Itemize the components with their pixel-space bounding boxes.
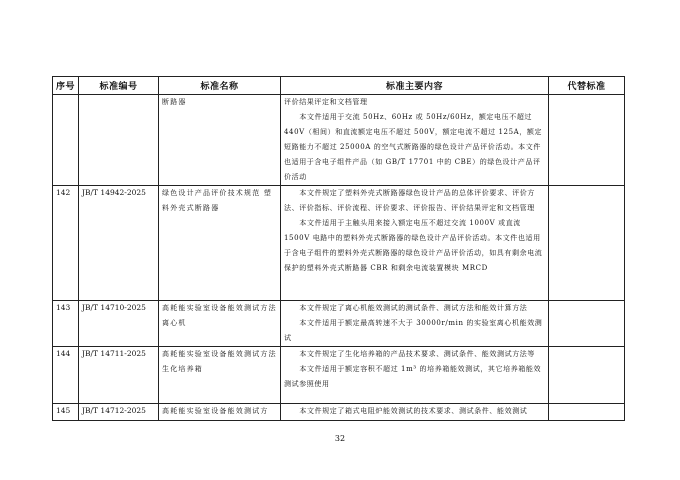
row-replace: [549, 95, 624, 97]
row-content: [281, 301, 548, 346]
row-replace: [549, 347, 624, 349]
table-header-row: [53, 77, 625, 95]
content-paragraph: 本文件规定了箱式电阻炉能效测试的技术要求、测试条件、能效测试: [299, 407, 528, 415]
content-paragraph: 本文件适用于额定最高转速不大于 30000r/min 的实验室离心机能效测试: [284, 319, 543, 342]
table-row: [53, 301, 625, 347]
header-replace: 代替标准: [549, 77, 625, 95]
row-name: 高耗能实验室设备能效测试方法 离心机: [162, 304, 277, 327]
header-name: 标准名称: [159, 77, 281, 95]
content-paragraph: 本文件规定了塑料外壳式断路器绿色设计产品的总体评价要求、评价方法、评价指标、评价流程、评价要求、评价报告、评价结果评定和文档管理: [284, 189, 535, 212]
row-seq: 142: [56, 188, 71, 197]
row-name: 高耗能实验室设备能效测试方法 生化培养箱: [162, 350, 277, 373]
row-content: [281, 186, 548, 276]
content-paragraph: 本文件适用于主触头用来接入额定电压不超过交流 1000V 或直流 1500V 电路中的塑料外壳式断路器的绿色设计产品评价活动。本文件也适用于含电子组件的塑料外壳式断路器的绿色设计产品评价活动，如具有剩余电流保护的塑料外壳式断路器 CBR 和剩余电流装置模块 MRCD: [284, 219, 543, 272]
row-content: [281, 347, 548, 392]
row-code: JB/T 14712-2025: [82, 406, 146, 415]
content-paragraph: 本文件适用于额定容积不超过 1m³ 的培养箱能效测试，其它培养箱能效测试参照使用: [284, 365, 542, 388]
row-content: [281, 404, 548, 419]
header-content: 标准主要内容: [281, 77, 549, 95]
row-code: JB/T 14942-2025: [82, 188, 146, 197]
row-seq: [53, 95, 78, 97]
row-seq: 143: [56, 303, 71, 312]
table-row: [53, 347, 625, 404]
row-replace: [549, 186, 624, 188]
row-seq: 145: [56, 406, 71, 415]
header-code: 标准编号: [79, 77, 159, 95]
row-name: 绿色设计产品评价技术规范 塑料外壳式断路器: [162, 189, 273, 212]
row-code: [79, 95, 158, 97]
row-seq: 144: [56, 349, 71, 358]
page-number: 32: [334, 434, 346, 443]
content-paragraph: 本文件规定了离心机能效测试的测试条件、测试方法和能效计算方法: [299, 304, 528, 312]
row-replace: [549, 404, 624, 406]
table-row: [53, 186, 625, 301]
row-name: 高耗能实验室设备能效测试方: [162, 407, 269, 415]
standards-table: [52, 76, 625, 421]
table-row: [53, 404, 625, 421]
row-code: JB/T 14710-2025: [82, 303, 146, 312]
row-replace: [549, 301, 624, 303]
row-name: 断路器: [162, 98, 187, 106]
content-paragraph: 本文件适用于交流 50Hz、60Hz 或 50Hz/60Hz，额定电压不超过 440V（相间）和直流额定电压不超过 500V，额定电流不超过 125A，额定短路能力不超过 25000A 的空气式断路器的绿色设计产品评价活动。本文件也适用于含电子组件产品（如 GB/T 17701 中的 CBE）的绿色设计产品评价活动: [284, 113, 543, 181]
row-code: JB/T 14711-2025: [82, 349, 146, 358]
row-content: [281, 95, 548, 185]
header-seq: 序号: [53, 77, 79, 95]
table-row: [53, 95, 625, 186]
content-paragraph: 本文件规定了生化培养箱的产品技术要求、测试条件、能效测试方法等: [299, 350, 535, 358]
content-paragraph: 评价结果评定和文档管理: [284, 98, 368, 106]
